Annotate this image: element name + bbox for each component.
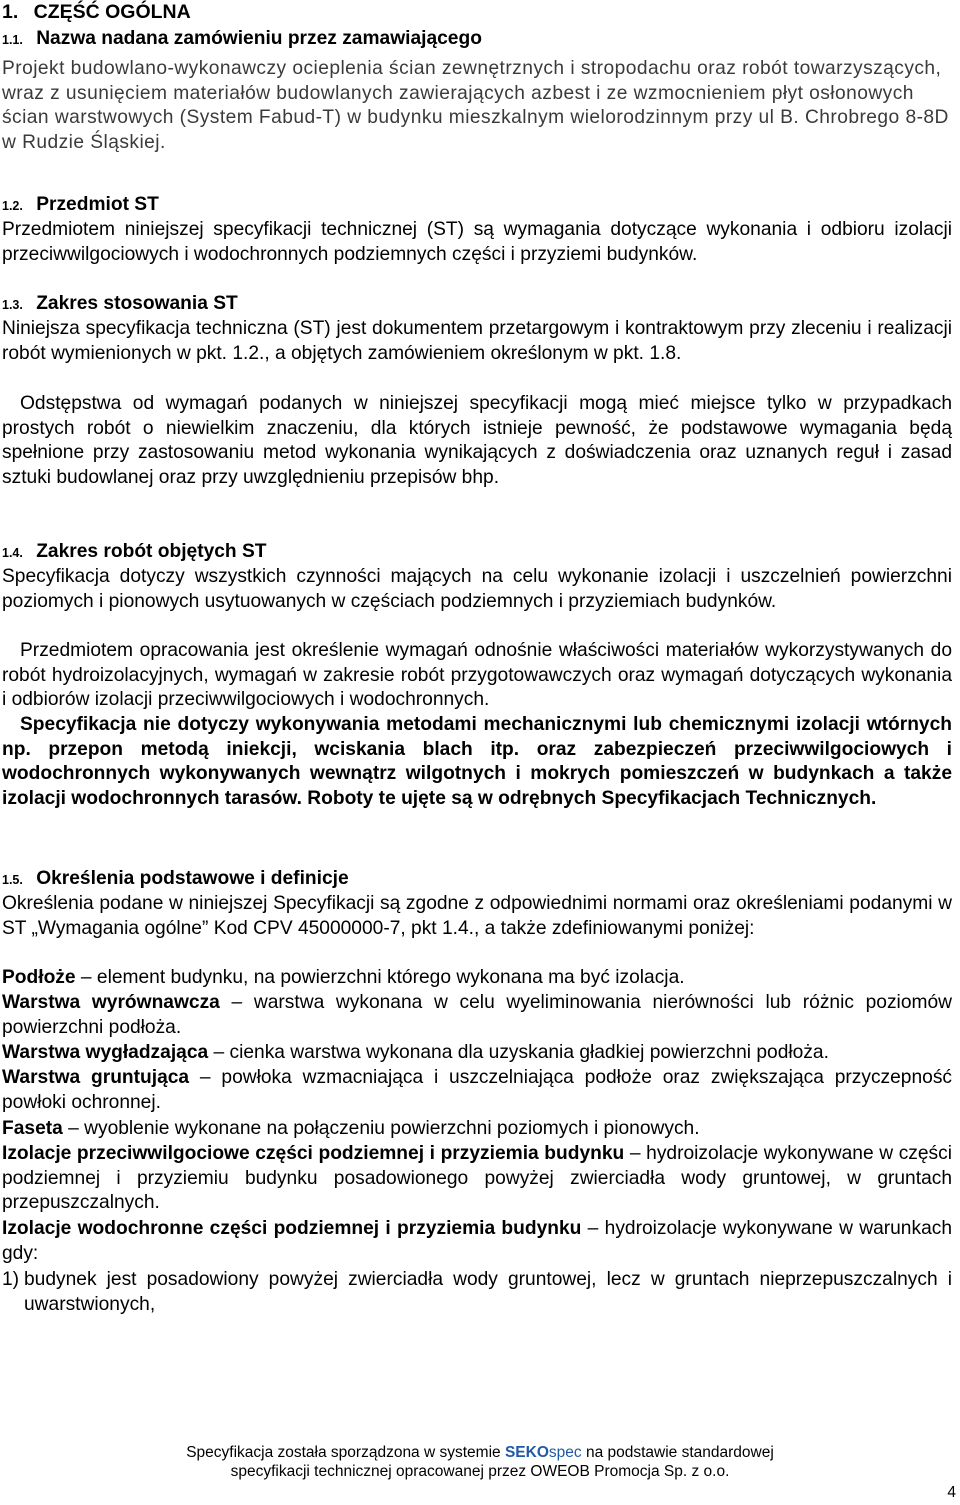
paragraph-bold: Specyfikacja nie dotyczy wykonywania metodami mechanicznymi lub chemicznymi izolacji wtórnych np. przepon metodą iniekcji, wciskania blach itp. oraz zabezpieczeń przeciwwilgociowych i wodochronnych wykonywanych wewnątrz wilgotnych i mokrych pomieszczeń w budynkach a także izolacji wodochronnych tarasów. Roboty te ujęte są w odrębnych Specyfikacjach Technicznych. <box>2 714 952 809</box>
section-title: CZĘŚĆ OGÓLNA <box>33 1 191 23</box>
paragraph: Specyfikacja dotyczy wszystkich czynności mających na celu wykonanie izolacji i uszczelnień powierzchni poziomych i pionowych usytuowanych w częściach podziemnych i przyziemiach budynków. <box>2 566 952 612</box>
paragraph: Przedmiotem opracowania jest określenie wymagań odnośnie właściwości materiałów wykorzystywanych do robót hydroizolacyjnych, wymagań w zakresie robót przygotowawczych oraz wymagań dotyczących wykonania i odbiorów izolacji przeciwwilgociowych i wodochronnych. <box>2 640 952 711</box>
subsection-number: 1.4. <box>2 546 23 560</box>
list-item <box>2 1268 952 1317</box>
subsection-heading <box>2 867 952 893</box>
definition <box>2 1117 952 1142</box>
subsection-title: Zakres stosowania ST <box>36 293 238 314</box>
subsection-heading <box>2 27 952 53</box>
definition-text: – wyoblenie wykonane na połączeniu powierzchni poziomych i pionowych. <box>62 1118 700 1139</box>
subsection-title: Zakres robót objętych ST <box>36 541 267 562</box>
definition-term: Warstwa wygładzająca <box>2 1042 209 1063</box>
definition-text: – element budynku, na powierzchni którego wykonana ma być izolacja. <box>75 967 685 988</box>
definition <box>2 1066 952 1115</box>
paragraph: Niniejsza specyfikacja techniczna (ST) jest dokumentem przetargowym i kontraktowym przy zleceniu i realizacji robót wymienionych w pkt. 1.2., a objętych zamówieniem określonym w pkt. 1.8. <box>2 318 952 364</box>
paragraph: Odstępstwa od wymagań podanych w niniejszej specyfikacji mogą mieć miejsce tylko w przypadkach prostych robót o niewielkim znaczeniu, dla których istnieje pewność, że podstawowe wymagania będą spełnione przy zastosowaniu metod wykonania wynikających z doświadczenia oraz uznanych reguł i zasad sztuki budowlanej oraz przy uwzględnieniu przepisów bhp. <box>2 393 952 488</box>
footer-line-1 <box>0 1443 960 1462</box>
subsection-number: 1.3. <box>2 298 23 312</box>
subsection-title: Nazwa nadana zamówieniu przez zamawiającego <box>36 28 482 49</box>
brand-logo-spec: spec <box>548 1444 582 1461</box>
definition-term: Izolacje przeciwwilgociowe części podziemnej i przyziemia budynku <box>2 1143 625 1164</box>
paragraph: Projekt budowlano-wykonawczy ocieplenia ścian zewnętrznych i stropodachu oraz robót towarzyszących, wraz z usunięciem materiałów budowlanych zawierających azbest i ze wzmocnieniem płyt osłonowych ścian warstwowych (System Fabud-T) w budynku mieszkalnym wielorodzinnym przy ul B. Chrobrego 8-8D w Rudzie Śląskiej. <box>2 58 949 153</box>
definition-text: – cienka warstwa wykonana dla uzyskania gładkiej powierzchni podłoża. <box>208 1042 829 1063</box>
subsection-title: Przedmiot ST <box>36 194 159 215</box>
subsection-number: 1.2. <box>2 199 23 213</box>
subsection-title: Określenia podstawowe i definicje <box>36 868 349 889</box>
definition-term: Izolacje wodochronne części podziemnej i przyziemia budynku <box>2 1218 582 1239</box>
definition-term: Warstwa wyrównawcza <box>2 992 220 1013</box>
subsection-number: 1.5. <box>2 873 23 887</box>
list-text: budynek jest posadowiony powyżej zwierciadła wody gruntowej, lecz w gruntach nieprzepuszczalnych i uwarstwionych, <box>24 1269 952 1315</box>
footer-text: Specyfikacja została sporządzona w systemie <box>186 1444 505 1461</box>
definition-term: Warstwa gruntująca <box>2 1067 190 1088</box>
paragraph: Przedmiotem niniejszej specyfikacji technicznej (ST) są wymagania dotyczące wykonania i odbioru izolacji przeciwwilgociowych i wodochronnych podziemnych części i przyziemi budynków. <box>2 219 952 265</box>
definition <box>2 991 952 1040</box>
footer-line-2: specyfikacji technicznej opracowanej przez OWEOB Promocja Sp. z o.o. <box>230 1463 730 1480</box>
definition <box>2 1041 952 1066</box>
footer-text: na podstawie standardowej <box>581 1444 774 1461</box>
list-number: 1) <box>2 1269 20 1290</box>
paragraph: Określenia podane w niniejszej Specyfikacji są zgodne z odpowiednimi normami oraz określeniami podanymi w ST „Wymagania ogólne” Kod CPV 45000000-7, pkt 1.4., a także zdefiniowanymi poniżej: <box>2 893 952 939</box>
subsection-heading <box>2 193 952 219</box>
definition <box>2 966 952 991</box>
definition-text: – hydroizolacje wykonywane w warunkach gdy: <box>2 1218 953 1264</box>
definition <box>2 1217 952 1266</box>
definition <box>2 1142 952 1216</box>
definition-text: – warstwa wykonana w celu wyeliminowania nierówności lub różnic poziomów powierzchni podłoża. <box>2 992 952 1038</box>
definition-text: – hydroizolacje wykonywane w części podziemnej i przyziemiu budynku posadowionego powyżej zwierciadła wody gruntowej, w gruntach przepuszczalnych. <box>2 1143 952 1214</box>
definition-term: Faseta <box>2 1118 63 1139</box>
subsection-heading <box>2 540 952 566</box>
page-number: 4 <box>947 1484 956 1501</box>
section-number: 1. <box>2 1 19 23</box>
definition-text: – powłoka wzmacniająca i uszczelniająca podłoże oraz zwiększająca przyczepność powłoki ochronnej. <box>2 1067 953 1113</box>
definition-term: Podłoże <box>2 967 76 988</box>
footer <box>0 1443 960 1481</box>
subsection-heading <box>2 292 952 318</box>
subsection-number: 1.1. <box>2 33 23 47</box>
section-heading <box>2 0 952 26</box>
brand-logo-seko: SEKO <box>504 1444 549 1461</box>
